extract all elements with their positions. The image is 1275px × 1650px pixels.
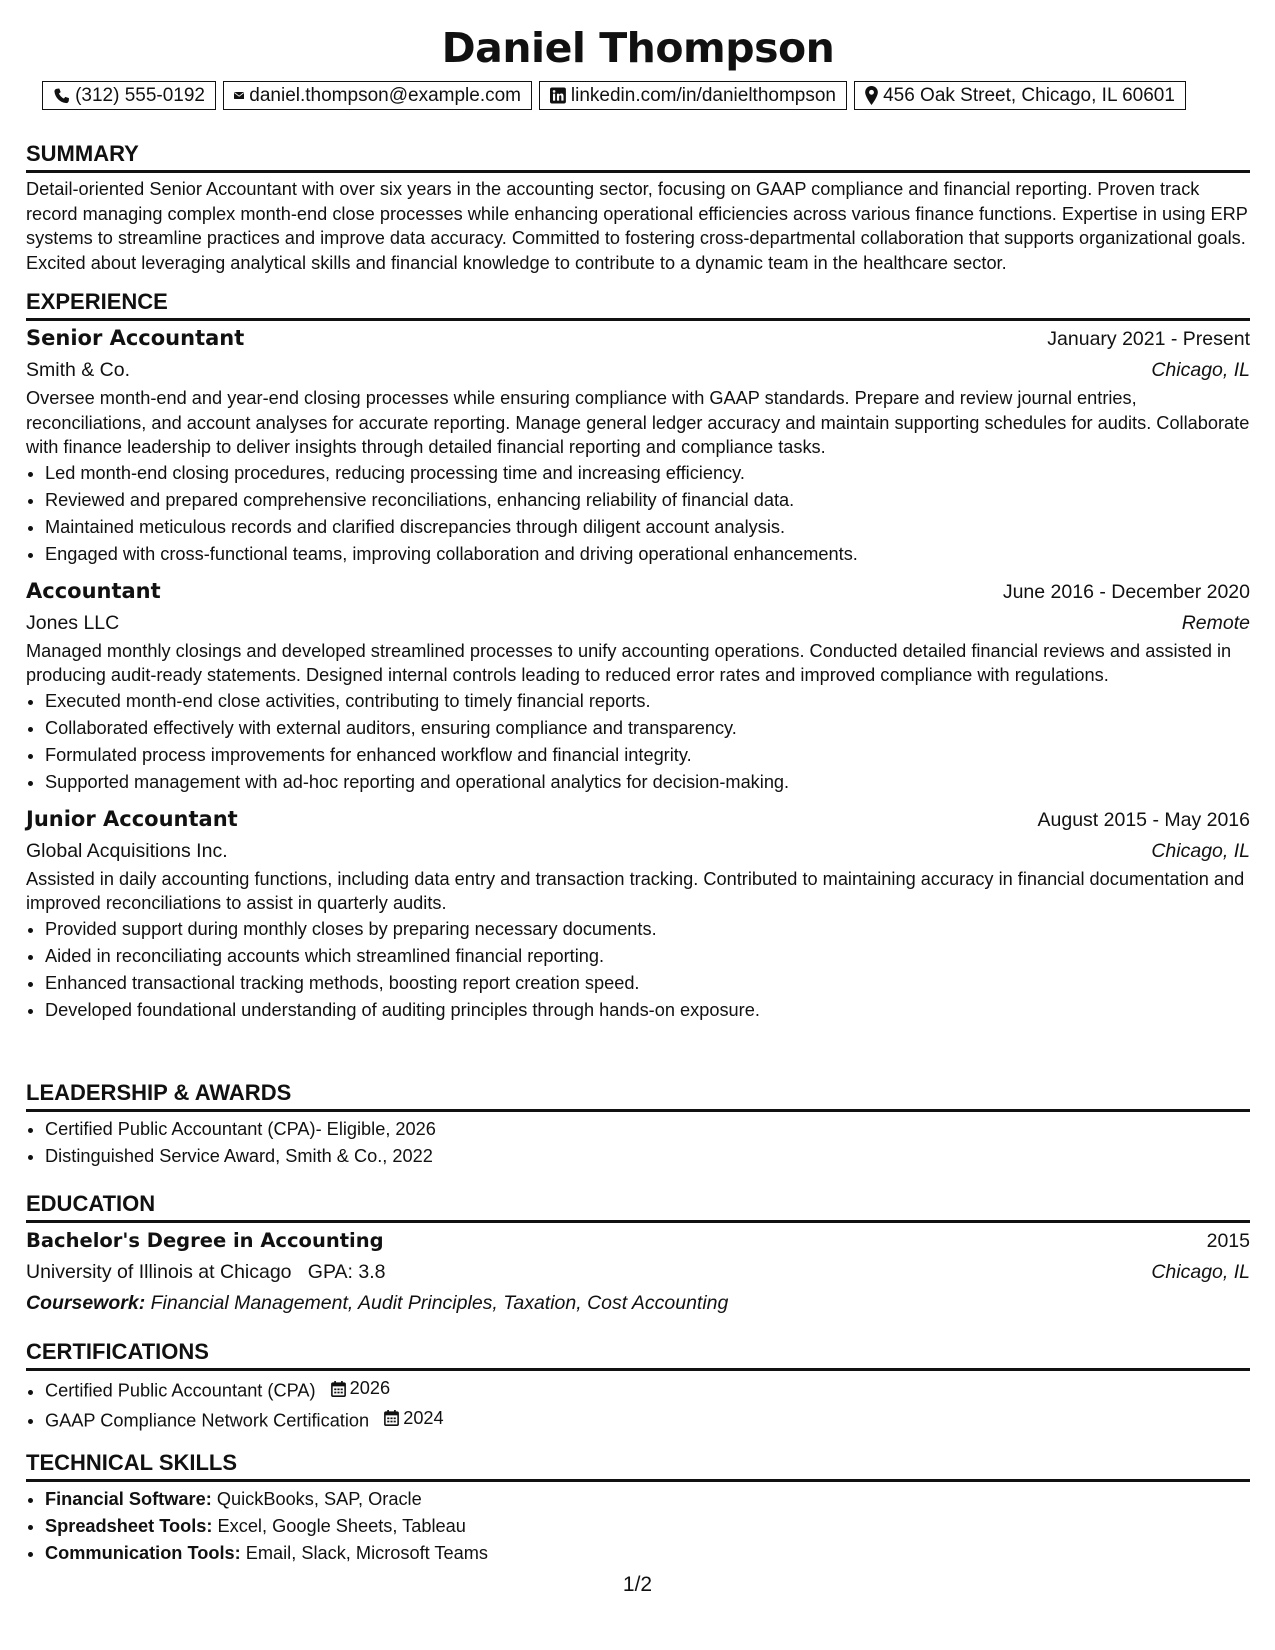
job-title: Accountant <box>26 578 161 603</box>
calendar-icon <box>331 1381 346 1397</box>
company-name: Smith & Co. <box>26 359 131 381</box>
skills-section <box>26 1449 1250 1567</box>
education-section <box>26 1190 1250 1318</box>
section-title: EDUCATION <box>26 1190 1250 1223</box>
graduation-year: 2015 <box>1206 1230 1250 1252</box>
contact-address <box>854 81 1186 110</box>
list-item: • Led month-end closing procedures, reducing processing time and increasing efficiency. <box>45 460 1250 487</box>
certification-date <box>331 1375 390 1402</box>
calendar-icon <box>384 1410 399 1426</box>
list-item: • Collaborated effectively with external auditors, ensuring compliance and transparency. <box>45 715 1250 742</box>
job-entry <box>26 804 1250 1024</box>
job-bullets <box>26 688 1250 796</box>
awards-list <box>26 1116 1250 1170</box>
leadership-section <box>26 1079 1250 1170</box>
contact-phone-text: (312) 555-0192 <box>75 84 205 106</box>
list-item: • Certified Public Accountant (CPA)- Eligible, 2026 <box>45 1116 1250 1143</box>
linkedin-icon <box>550 87 566 104</box>
job-title: Junior Accountant <box>26 806 238 831</box>
skill-label: Spreadsheet Tools: <box>45 1516 213 1536</box>
job-description: Oversee month-end and year-end closing processes while ensuring compliance with GAAP standards. Prepare and review journal entries, reconciliations, and account analyses for accurate reporting. Manage general ledger accuracy and maintain supporting schedules for audits. Collaborate with finance leadership to deliver insights through detailed financial reporting and compliance tasks. <box>26 388 1250 457</box>
list-item <box>45 1405 1250 1435</box>
list-item: • Formulated process improvements for enhanced workflow and financial integrity. <box>45 742 1250 769</box>
school-line <box>26 1256 385 1288</box>
contact-email-text: daniel.thompson@example.com <box>249 84 521 106</box>
summary-text: Detail-oriented Senior Accountant with over six years in the accounting sector, focusing on GAAP compliance and financial reporting. Proven track record managing complex month-end close processes while enhancing operational efficiencies across various finance functions. Expertise in using ERP systems to streamline practices and improve data accuracy. Committed to fostering cross-departmental collaboration that supports organizational goals. Excited about leveraging analytical skills and financial knowledge to contribute to a dynamic team in the healthcare sector. <box>26 179 1248 273</box>
skill-value: Email, Slack, Microsoft Teams <box>245 1543 488 1563</box>
list-item: • Reviewed and prepared comprehensive reconciliations, enhancing reliability of financial data. <box>45 487 1250 514</box>
job-dates: June 2016 - December 2020 <box>1002 580 1250 603</box>
contact-email[interactable] <box>223 81 532 110</box>
coursework-line <box>26 1288 1250 1318</box>
list-item <box>45 1513 1250 1540</box>
contact-linkedin-text: linkedin.com/in/danielthompson <box>570 84 836 106</box>
list-item: • Engaged with cross-functional teams, improving collaboration and driving operational enhancements. <box>45 541 1250 568</box>
list-item: • Distinguished Service Award, Smith & Co., 2022 <box>45 1143 1250 1170</box>
job-dates: August 2015 - May 2016 <box>1037 808 1250 831</box>
section-title: CERTIFICATIONS <box>26 1338 1250 1371</box>
section-title: SUMMARY <box>26 140 1250 173</box>
section-title: TECHNICAL SKILLS <box>26 1449 1250 1482</box>
job-bullets <box>26 916 1250 1024</box>
list-item: • Supported management with ad-hoc reporting and operational analytics for decision-making. <box>45 769 1250 796</box>
certification-name: GAAP Compliance Network Certification <box>45 1410 370 1430</box>
job-entry <box>26 323 1250 568</box>
list-item <box>45 1486 1250 1513</box>
list-item: • Aided in reconciliating accounts which streamlined financial reporting. <box>45 943 1250 970</box>
job-entry <box>26 576 1250 796</box>
job-dates: January 2021 - Present <box>1047 328 1250 350</box>
certifications-list <box>26 1375 1250 1434</box>
company-name: Jones LLC <box>26 611 120 634</box>
certifications-section <box>26 1338 1250 1434</box>
list-item <box>45 1540 1250 1567</box>
coursework-label: Coursework: <box>26 1292 146 1314</box>
job-bullets <box>26 460 1250 568</box>
section-title: LEADERSHIP & AWARDS <box>26 1079 1250 1112</box>
job-location: Chicago, IL <box>1151 359 1250 381</box>
job-location: Remote <box>1181 611 1250 634</box>
section-title: EXPERIENCE <box>26 288 1250 321</box>
experience-section <box>26 288 1250 1024</box>
contact-address-text: 456 Oak Street, Chicago, IL 60601 <box>883 84 1175 106</box>
certification-date <box>384 1405 443 1432</box>
page-number: 1/2 <box>622 1573 653 1596</box>
degree-title: Bachelor's Degree in Accounting <box>26 1229 384 1252</box>
skill-label: Financial Software: <box>45 1489 212 1509</box>
list-item <box>45 1375 1250 1405</box>
job-location: Chicago, IL <box>1151 839 1250 862</box>
list-item: • Provided support during monthly closes by preparing necessary documents. <box>45 916 1250 943</box>
job-title: Senior Accountant <box>26 326 245 350</box>
coursework-list: Financial Management, Audit Principles, Taxation, Cost Accounting <box>150 1292 729 1314</box>
candidate-name: Daniel Thompson <box>441 24 835 72</box>
certification-year: 2026 <box>349 1378 391 1398</box>
skill-value: Excel, Google Sheets, Tableau <box>217 1516 466 1536</box>
school-name: University of Illinois at Chicago <box>26 1261 292 1283</box>
list-item: • Maintained meticulous records and clarified discrepancies through diligent account analysis. <box>45 514 1250 541</box>
list-item: • Enhanced transactional tracking methods, boosting report creation speed. <box>45 970 1250 997</box>
list-item: • Developed foundational understanding of auditing principles through hands-on exposure. <box>45 997 1250 1024</box>
school-location: Chicago, IL <box>1151 1261 1250 1283</box>
contact-linkedin[interactable] <box>539 81 847 110</box>
list-item: • Executed month-end close activities, contributing to timely financial reports. <box>45 688 1250 715</box>
job-description: Assisted in daily accounting functions, including data entry and transaction tracking. Contributed to maintaining accuracy in financial documentation and improved reconciliations to assist in quarterly audits. <box>26 868 1245 913</box>
contact-bar <box>42 81 1186 110</box>
certification-year: 2024 <box>403 1407 444 1428</box>
envelope-icon <box>234 88 244 103</box>
phone-icon <box>53 87 70 105</box>
gpa: GPA: 3.8 <box>307 1261 386 1283</box>
certification-name: Certified Public Accountant (CPA) <box>45 1380 316 1401</box>
skills-list <box>26 1486 1250 1567</box>
skill-value: QuickBooks, SAP, Oracle <box>216 1489 422 1509</box>
summary-section <box>26 140 1250 275</box>
skill-label: Communication Tools: <box>45 1543 241 1563</box>
company-name: Global Acquisitions Inc. <box>26 839 228 862</box>
job-description: Managed monthly closings and developed streamlined processes to unify accounting operations. Conducted detailed financial reviews and assisted in producing audit-ready statements. Designed internal controls leading to reduced error rates and improved compliance with regulations. <box>26 640 1232 685</box>
map-marker-icon <box>865 86 878 105</box>
contact-phone[interactable] <box>42 81 216 110</box>
